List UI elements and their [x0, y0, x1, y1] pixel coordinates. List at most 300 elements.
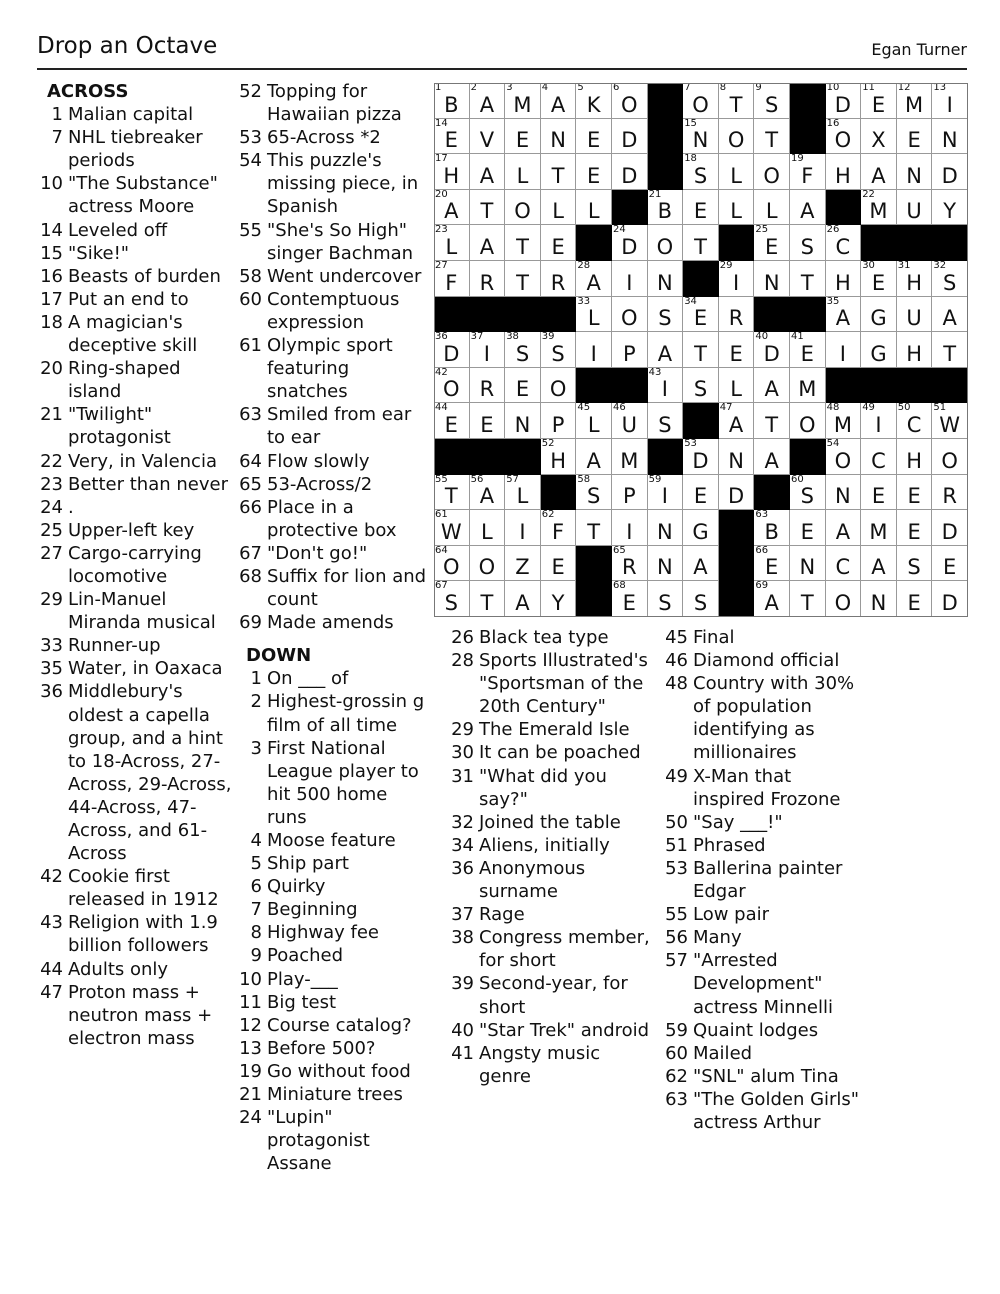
down-clue[interactable] — [448, 972, 653, 1018]
grid-cell[interactable] — [754, 154, 790, 190]
grid-cell[interactable] — [932, 475, 968, 511]
grid-cell[interactable] — [541, 403, 577, 439]
grid-cell[interactable] — [576, 190, 612, 226]
across-clue[interactable] — [37, 219, 232, 242]
grid-cell[interactable] — [826, 261, 862, 297]
grid-cell[interactable] — [754, 83, 790, 119]
grid-cell[interactable] — [897, 297, 933, 333]
grid-cell[interactable] — [648, 297, 684, 333]
grid-cell[interactable] — [541, 439, 577, 475]
grid-cell[interactable] — [470, 510, 506, 546]
grid-cell[interactable] — [790, 190, 826, 226]
grid-cell[interactable] — [648, 546, 684, 582]
grid-cell[interactable] — [932, 119, 968, 155]
grid-cell[interactable] — [683, 332, 719, 368]
grid-cell[interactable] — [932, 332, 968, 368]
grid-cell[interactable] — [612, 546, 648, 582]
grid-cell[interactable] — [541, 261, 577, 297]
grid-cell[interactable] — [826, 225, 862, 261]
across-clue[interactable] — [236, 403, 431, 449]
grid-cell[interactable] — [897, 261, 933, 297]
grid-cell[interactable] — [434, 368, 470, 404]
clue-number: 48 — [665, 673, 688, 695]
across-clue[interactable] — [37, 242, 232, 265]
down-clue[interactable] — [662, 949, 862, 1018]
grid-cell[interactable] — [612, 475, 648, 511]
grid-cell[interactable] — [541, 581, 577, 617]
grid-cell[interactable] — [434, 510, 470, 546]
grid-cell[interactable] — [505, 154, 541, 190]
grid-cell[interactable] — [541, 119, 577, 155]
grid-cell[interactable] — [790, 510, 826, 546]
down-clue[interactable] — [448, 834, 653, 857]
grid-cell[interactable] — [683, 368, 719, 404]
grid-cell[interactable] — [826, 297, 862, 333]
across-clue[interactable] — [236, 450, 431, 473]
grid-cell[interactable] — [683, 546, 719, 582]
grid-cell[interactable] — [505, 225, 541, 261]
across-clue[interactable] — [236, 80, 431, 126]
down-clue[interactable] — [448, 1019, 653, 1042]
grid-cell[interactable] — [470, 403, 506, 439]
grid-cell[interactable] — [932, 403, 968, 439]
down-clue[interactable] — [236, 852, 431, 875]
grid-cell[interactable] — [612, 297, 648, 333]
grid-cell[interactable] — [932, 261, 968, 297]
grid-cell[interactable] — [754, 546, 790, 582]
down-clue[interactable] — [448, 741, 653, 764]
grid-cell[interactable] — [683, 225, 719, 261]
grid-cell[interactable] — [826, 510, 862, 546]
grid-cell[interactable] — [576, 83, 612, 119]
grid-cell[interactable] — [719, 403, 755, 439]
grid-cell[interactable] — [648, 225, 684, 261]
grid-cell[interactable] — [470, 154, 506, 190]
clue-number: 34 — [451, 834, 474, 856]
grid-cell[interactable] — [683, 83, 719, 119]
grid-cell[interactable] — [719, 261, 755, 297]
grid-cell[interactable] — [648, 510, 684, 546]
across-clue[interactable] — [236, 611, 431, 634]
grid-cell[interactable] — [470, 581, 506, 617]
down-clue[interactable] — [236, 898, 431, 921]
across-clue[interactable] — [236, 473, 431, 496]
grid-cell[interactable] — [683, 581, 719, 617]
grid-cell[interactable] — [612, 154, 648, 190]
grid-cell[interactable] — [861, 546, 897, 582]
grid-cell[interactable] — [754, 225, 790, 261]
grid-block — [612, 190, 648, 226]
grid-cell[interactable] — [612, 261, 648, 297]
grid-cell[interactable] — [612, 332, 648, 368]
grid-cell[interactable] — [505, 581, 541, 617]
down-clue[interactable] — [236, 690, 431, 736]
grid-cell[interactable] — [470, 190, 506, 226]
grid-cell[interactable] — [434, 190, 470, 226]
cell-letter: S — [693, 590, 708, 615]
grid-cell[interactable] — [612, 119, 648, 155]
cell-letter: Z — [515, 555, 530, 580]
across-clue[interactable] — [236, 219, 431, 265]
grid-cell[interactable] — [790, 475, 826, 511]
grid-cell[interactable] — [790, 403, 826, 439]
grid-cell[interactable] — [470, 546, 506, 582]
clue-number: 28 — [451, 650, 474, 672]
down-clue[interactable] — [662, 926, 862, 949]
grid-cell[interactable] — [505, 368, 541, 404]
grid-cell[interactable] — [754, 510, 790, 546]
grid-cell[interactable] — [505, 475, 541, 511]
grid-cell[interactable] — [897, 83, 933, 119]
grid-cell[interactable] — [897, 475, 933, 511]
clue-text: Proton mass + neutron mass + electron mass — [68, 981, 213, 1049]
across-clue[interactable] — [236, 149, 431, 218]
grid-cell[interactable] — [576, 154, 612, 190]
down-clue[interactable] — [448, 765, 653, 811]
grid-cell[interactable] — [861, 581, 897, 617]
grid-cell[interactable] — [648, 581, 684, 617]
grid-cell[interactable] — [612, 581, 648, 617]
clue-text: Joined the table — [479, 811, 621, 833]
grid-cell[interactable] — [576, 475, 612, 511]
grid-cell[interactable] — [505, 546, 541, 582]
down-clue[interactable] — [236, 1037, 431, 1060]
grid-block — [790, 83, 826, 119]
grid-cell[interactable] — [754, 190, 790, 226]
grid-cell[interactable] — [470, 332, 506, 368]
grid-cell[interactable] — [612, 439, 648, 475]
across-clue[interactable] — [37, 634, 232, 657]
grid-cell[interactable] — [576, 510, 612, 546]
across-clue[interactable] — [236, 288, 431, 334]
grid-cell[interactable] — [719, 190, 755, 226]
clue-text: Many — [693, 927, 742, 949]
grid-cell[interactable] — [861, 119, 897, 155]
grid-cell[interactable] — [790, 581, 826, 617]
grid-cell[interactable] — [576, 403, 612, 439]
grid-cell[interactable] — [541, 83, 577, 119]
grid-cell[interactable] — [932, 190, 968, 226]
grid-cell[interactable] — [648, 475, 684, 511]
grid-cell[interactable] — [790, 332, 826, 368]
down-clue[interactable] — [236, 968, 431, 991]
grid-cell[interactable] — [932, 546, 968, 582]
cell-number: 50 — [897, 402, 911, 414]
grid-cell[interactable] — [612, 510, 648, 546]
grid-cell[interactable] — [826, 119, 862, 155]
across-clue[interactable] — [37, 657, 232, 680]
grid-cell[interactable] — [434, 332, 470, 368]
grid-cell[interactable] — [719, 83, 755, 119]
down-clue[interactable] — [662, 857, 862, 903]
grid-cell[interactable] — [897, 332, 933, 368]
grid-cell[interactable] — [541, 190, 577, 226]
grid-cell[interactable] — [790, 368, 826, 404]
down-clue[interactable] — [236, 1083, 431, 1106]
grid-cell[interactable] — [932, 83, 968, 119]
grid-cell[interactable] — [683, 439, 719, 475]
across-clue[interactable] — [236, 496, 431, 542]
down-clue[interactable] — [236, 1106, 431, 1175]
grid-cell[interactable] — [470, 475, 506, 511]
grid-cell[interactable] — [754, 581, 790, 617]
grid-cell[interactable] — [434, 154, 470, 190]
grid-cell[interactable] — [541, 225, 577, 261]
down-clue[interactable] — [662, 1042, 862, 1065]
grid-cell[interactable] — [434, 546, 470, 582]
cell-letter: D — [763, 341, 780, 366]
cell-number: 61 — [435, 509, 448, 521]
across-clue[interactable] — [37, 311, 232, 357]
across-clue[interactable] — [236, 565, 431, 611]
grid-cell[interactable] — [683, 119, 719, 155]
grid-cell[interactable] — [826, 332, 862, 368]
grid-cell[interactable] — [754, 403, 790, 439]
grid-cell[interactable] — [790, 261, 826, 297]
grid-cell[interactable] — [897, 154, 933, 190]
clue-number: 65 — [239, 473, 262, 495]
grid-cell[interactable] — [826, 581, 862, 617]
down-clue[interactable] — [448, 811, 653, 834]
down-clue[interactable] — [662, 1088, 862, 1134]
down-clue[interactable] — [662, 626, 862, 649]
clue-number: 66 — [239, 496, 262, 518]
grid-cell[interactable] — [790, 546, 826, 582]
grid-cell[interactable] — [541, 510, 577, 546]
grid-cell[interactable] — [861, 332, 897, 368]
clue-text: Moose feature — [267, 830, 396, 851]
grid-cell[interactable] — [861, 439, 897, 475]
down-clue[interactable] — [448, 903, 653, 926]
clue-text: "She's So High" singer Bachman — [267, 219, 414, 264]
grid-cell[interactable] — [897, 546, 933, 582]
cell-letter: T — [694, 234, 707, 259]
cell-letter: K — [586, 92, 601, 117]
down-clue[interactable] — [236, 875, 431, 898]
grid-cell[interactable] — [719, 332, 755, 368]
grid-cell[interactable] — [612, 403, 648, 439]
grid-cell[interactable] — [434, 225, 470, 261]
grid-cell[interactable] — [541, 368, 577, 404]
grid-cell[interactable] — [576, 332, 612, 368]
across-clue[interactable] — [236, 265, 431, 288]
grid-cell[interactable] — [576, 439, 612, 475]
grid-cell[interactable] — [897, 119, 933, 155]
grid-cell[interactable] — [932, 154, 968, 190]
down-clue[interactable] — [236, 1060, 431, 1083]
grid-cell[interactable] — [470, 368, 506, 404]
grid-cell[interactable] — [754, 119, 790, 155]
across-clue[interactable] — [236, 126, 431, 149]
clue-number: 54 — [239, 150, 262, 172]
down-clue[interactable] — [448, 1042, 653, 1088]
grid-cell[interactable] — [861, 190, 897, 226]
grid-cell[interactable] — [897, 439, 933, 475]
down-clue[interactable] — [662, 1019, 862, 1042]
cell-letter: E — [515, 377, 530, 402]
grid-cell[interactable] — [861, 475, 897, 511]
grid-cell[interactable] — [505, 83, 541, 119]
grid-cell[interactable] — [470, 83, 506, 119]
grid-cell[interactable] — [505, 261, 541, 297]
grid-cell[interactable] — [683, 297, 719, 333]
grid-cell[interactable] — [434, 119, 470, 155]
grid-cell[interactable] — [861, 403, 897, 439]
across-clue[interactable] — [37, 126, 232, 172]
down-clue[interactable] — [448, 626, 653, 649]
down-clue[interactable] — [448, 857, 653, 903]
grid-cell[interactable] — [790, 154, 826, 190]
down-clue[interactable] — [236, 921, 431, 944]
grid-cell[interactable] — [754, 332, 790, 368]
across-clue[interactable] — [236, 334, 431, 403]
grid-cell[interactable] — [826, 546, 862, 582]
grid-cell[interactable] — [648, 368, 684, 404]
grid-cell[interactable] — [897, 581, 933, 617]
clue-text: Low pair — [693, 904, 770, 926]
grid-cell[interactable] — [434, 261, 470, 297]
grid-cell[interactable] — [932, 439, 968, 475]
down-clue[interactable] — [662, 765, 862, 811]
grid-cell[interactable] — [719, 154, 755, 190]
grid-cell[interactable] — [683, 510, 719, 546]
down-clue[interactable] — [662, 649, 862, 672]
grid-cell[interactable] — [470, 119, 506, 155]
across-clue[interactable] — [37, 172, 232, 218]
down-clue[interactable] — [236, 944, 431, 967]
grid-cell[interactable] — [434, 581, 470, 617]
grid-cell[interactable] — [505, 510, 541, 546]
grid-cell[interactable] — [470, 261, 506, 297]
grid-block — [576, 368, 612, 404]
grid-cell[interactable] — [754, 368, 790, 404]
cell-number: 24 — [613, 224, 626, 236]
across-clue[interactable] — [236, 542, 431, 565]
grid-cell[interactable] — [719, 475, 755, 511]
across-clue[interactable] — [37, 265, 232, 288]
grid-cell[interactable] — [754, 261, 790, 297]
grid-cell[interactable] — [505, 403, 541, 439]
grid-cell[interactable] — [470, 225, 506, 261]
grid-cell[interactable] — [576, 119, 612, 155]
grid-cell[interactable] — [612, 83, 648, 119]
grid-cell[interactable] — [541, 546, 577, 582]
grid-cell[interactable] — [826, 403, 862, 439]
grid-cell[interactable] — [897, 190, 933, 226]
down-clue[interactable] — [236, 1014, 431, 1037]
grid-cell[interactable] — [434, 83, 470, 119]
down-clue[interactable] — [236, 667, 431, 690]
grid-cell[interactable] — [683, 190, 719, 226]
across-clue[interactable] — [37, 680, 232, 865]
grid-cell[interactable] — [683, 154, 719, 190]
grid-cell[interactable] — [932, 297, 968, 333]
down-clue[interactable] — [662, 903, 862, 926]
grid-cell[interactable] — [434, 403, 470, 439]
down-clue[interactable] — [662, 672, 862, 764]
grid-cell[interactable] — [541, 332, 577, 368]
grid-cell[interactable] — [719, 297, 755, 333]
grid-cell[interactable] — [861, 297, 897, 333]
grid-cell[interactable] — [826, 83, 862, 119]
cell-number: 14 — [435, 117, 448, 129]
clue-number: 63 — [665, 1088, 688, 1110]
grid-cell[interactable] — [719, 119, 755, 155]
grid-cell[interactable] — [505, 119, 541, 155]
across-clue[interactable] — [37, 519, 232, 542]
down-clue[interactable] — [662, 811, 862, 834]
down-clue[interactable] — [236, 737, 431, 829]
across-clue[interactable] — [37, 542, 232, 588]
grid-cell[interactable] — [505, 332, 541, 368]
grid-cell[interactable] — [932, 510, 968, 546]
down-clue[interactable] — [662, 1065, 862, 1088]
cell-letter: T — [800, 590, 814, 615]
grid-cell[interactable] — [790, 225, 826, 261]
grid-cell[interactable] — [612, 225, 648, 261]
grid-cell[interactable] — [932, 581, 968, 617]
across-clue[interactable] — [37, 450, 232, 473]
grid-cell[interactable] — [648, 403, 684, 439]
grid-block — [576, 546, 612, 582]
grid-cell[interactable] — [541, 154, 577, 190]
across-clue[interactable] — [37, 958, 232, 981]
down-clue[interactable] — [236, 829, 431, 852]
grid-cell[interactable] — [826, 439, 862, 475]
across-clue[interactable] — [37, 357, 232, 403]
across-clue[interactable] — [37, 981, 232, 1050]
grid-cell[interactable] — [648, 190, 684, 226]
clue-number: 46 — [665, 650, 688, 672]
grid-cell[interactable] — [754, 439, 790, 475]
grid-cell[interactable] — [861, 83, 897, 119]
grid-cell[interactable] — [861, 154, 897, 190]
grid-cell[interactable] — [648, 332, 684, 368]
grid-cell[interactable] — [648, 261, 684, 297]
grid-cell[interactable] — [826, 475, 862, 511]
grid-cell[interactable] — [861, 261, 897, 297]
grid-cell[interactable] — [576, 261, 612, 297]
across-clue[interactable] — [37, 403, 232, 449]
clue-text: Contemptuous expression — [267, 288, 400, 333]
grid-cell[interactable] — [861, 510, 897, 546]
grid-cell[interactable] — [576, 297, 612, 333]
down-clue[interactable] — [662, 834, 862, 857]
grid-cell[interactable] — [683, 475, 719, 511]
grid-cell[interactable] — [897, 403, 933, 439]
across-clue[interactable] — [37, 911, 232, 957]
down-clue[interactable] — [448, 926, 653, 972]
across-clue[interactable] — [37, 288, 232, 311]
grid-cell[interactable] — [719, 368, 755, 404]
across-clue[interactable] — [37, 588, 232, 634]
grid-cell[interactable] — [826, 154, 862, 190]
clue-text: Made amends — [267, 612, 394, 634]
across-clue[interactable] — [37, 103, 232, 126]
across-clue[interactable] — [37, 473, 232, 496]
grid-cell[interactable] — [434, 475, 470, 511]
grid-cell[interactable] — [897, 510, 933, 546]
cell-letter: N — [657, 519, 673, 544]
down-clue[interactable] — [448, 649, 653, 718]
grid-cell[interactable] — [719, 439, 755, 475]
across-clue[interactable] — [37, 496, 232, 519]
cell-letter: D — [941, 590, 958, 615]
across-clue[interactable] — [37, 865, 232, 911]
grid-cell[interactable] — [505, 190, 541, 226]
down-clue[interactable] — [448, 718, 653, 741]
down-clue[interactable] — [236, 991, 431, 1014]
